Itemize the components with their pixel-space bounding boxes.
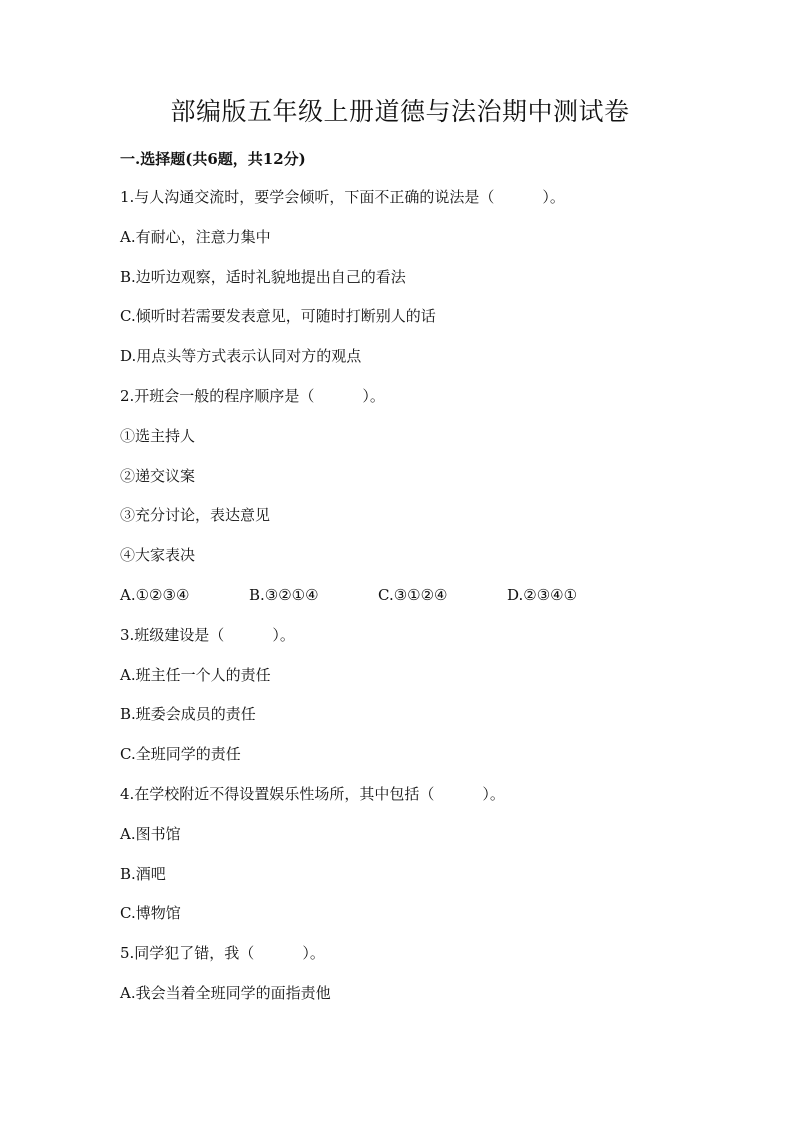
stem-text-end: ）。 (482, 784, 505, 803)
procedure-step: ③充分讨论，表达意见 (120, 506, 271, 525)
procedure-step: ②递交议案 (120, 466, 196, 485)
option: A.我会当着全班同学的面指责他 (120, 983, 331, 1002)
procedure-step: ④大家表决 (120, 546, 196, 565)
stem-text: 3.班级建设是（ (120, 625, 225, 644)
stem-text-end: ）。 (362, 386, 385, 405)
option: C.博物馆 (120, 904, 181, 923)
option: B.边听边观察，适时礼貌地提出自己的看法 (120, 267, 406, 286)
section-heading: 一.选择题(共6题，共12分) (120, 150, 306, 168)
option: C.全班同学的责任 (120, 745, 241, 764)
option: B.班委会成员的责任 (120, 705, 256, 724)
option: D.②③④① (507, 585, 578, 604)
question-stem (120, 624, 720, 664)
stem-text-end: ）。 (302, 944, 325, 963)
option: C.倾听时若需要发表意见，可随时打断别人的话 (120, 307, 436, 326)
option: A.①②③④ (120, 585, 190, 604)
question-stem (120, 186, 720, 226)
option: C.③①②④ (378, 585, 448, 604)
question-stem (120, 783, 720, 823)
page-title: 部编版五年级上册道德与法治期中测试卷 (170, 97, 630, 126)
option: D.用点头等方式表示认同对方的观点 (120, 347, 362, 366)
option: A.班主任一个人的责任 (120, 665, 271, 684)
option: B.酒吧 (120, 864, 166, 883)
option: A.有耐心，注意力集中 (120, 227, 271, 246)
question-stem (120, 942, 720, 982)
stem-text-end: ）。 (542, 188, 565, 206)
option-row (120, 584, 720, 624)
option: A.图书馆 (120, 824, 181, 843)
stem-text: 5.同学犯了错，我（ (120, 944, 255, 963)
procedure-step: ①选主持人 (120, 426, 196, 445)
option: B.③②①④ (249, 585, 319, 604)
stem-text: 2.开班会一般的程序顺序是（ (120, 386, 315, 405)
question-list (120, 186, 720, 1022)
stem-text: 1.与人沟通交流时，要学会倾听，下面不正确的说法是（ (120, 188, 495, 206)
stem-text: 4.在学校附近不得设置娱乐性场所，其中包括（ (120, 784, 435, 803)
stem-text-end: ）。 (272, 625, 295, 644)
question-stem (120, 385, 720, 425)
